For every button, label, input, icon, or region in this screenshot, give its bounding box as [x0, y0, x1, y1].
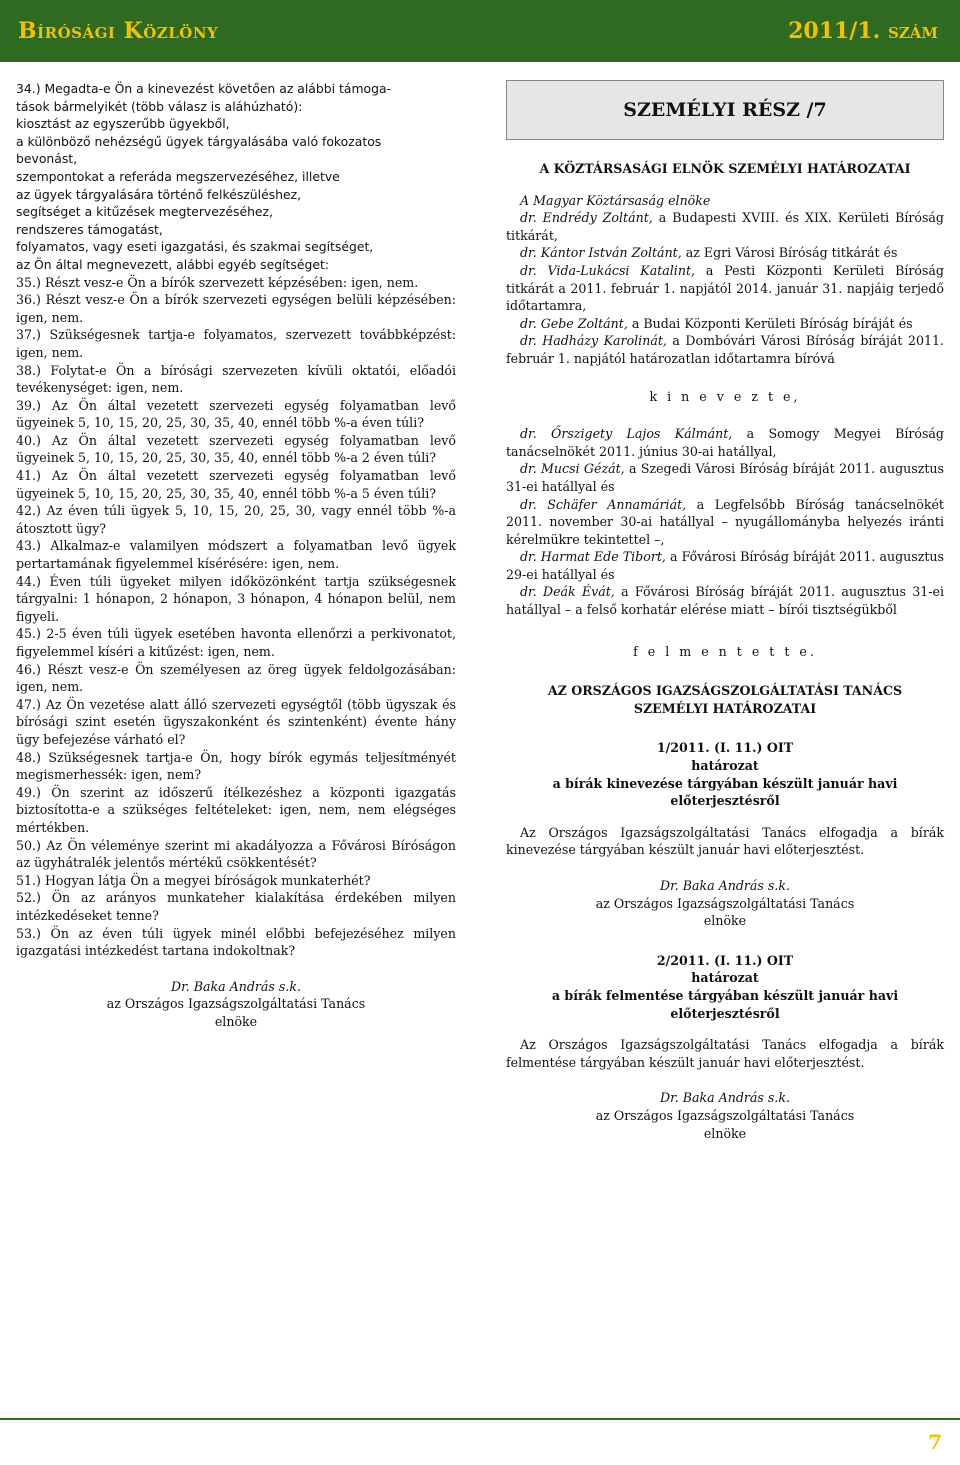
- decision-signature: [506, 877, 944, 930]
- verb-felmentette: f e l m e n t e t t e.: [633, 643, 817, 659]
- entry-text: a Pesti Központi Kerületi Bíróság titkárát a 2011. február 1. napjától 2014. január 31. napjáig terjedő időtartamra,: [506, 262, 944, 314]
- signature-title: az Országos Igazságszolgáltatási Tanács: [106, 996, 366, 1012]
- question: 42.) Az éven túli ügyek 5, 10, 15, 20, 25, 30, vagy ennél több %-a átosztott ügy?: [16, 503, 456, 536]
- signature-role: elnöke: [703, 913, 747, 929]
- entry-text: a Dombóvári Városi Bíróság bíráját 2011. február 1. napjától határozatlan időtartamra bíróvá: [506, 333, 944, 366]
- verb-kinevezte: k i n e v e z t e,: [649, 388, 801, 404]
- q34-line: 34.) Megadta-e Ön a kinevezést követően az alábbi támoga-: [16, 81, 392, 96]
- entry-text: a Fővárosi Bíróság bíráját 2011. augusztus 31-ei hatállyal – a felső korhatár elérése miatt – bírói tisztségükből: [506, 584, 945, 618]
- decision-signature: [506, 1089, 944, 1142]
- signature-name: Dr. Baka András s.k.: [659, 1090, 790, 1106]
- q34-line: folyamatos, vagy eseti igazgatási, és szakmai segítséget,: [16, 239, 374, 255]
- decision-body: Az Országos Igazságszolgáltatási Tanács elfogadja a bírák kinevezése tárgyában készült január havi előterjesztést.: [506, 824, 944, 858]
- question: 48.) Szükségesnek tartja-e Ön, hogy bírók egymás teljesítményét megismerhessék: igen, nem?: [16, 749, 456, 783]
- q34-line: kiosztást az egyszerűbb ügyekből,: [16, 116, 230, 132]
- dismissal-entry: [506, 496, 944, 549]
- section2-heading: [506, 682, 944, 717]
- decision-2: [506, 952, 944, 1142]
- entry-text: a Budai Központi Kerületi Bíróság bíráját és: [627, 315, 913, 331]
- person-name: dr. Vida-Lukácsi Katalint,: [520, 262, 696, 278]
- entry-text: a Budapesti XVIII. és XIX. Kerületi Bíróság titkárát,: [506, 210, 944, 243]
- dismissal-entry: [506, 548, 944, 583]
- decision-kind: határozat: [691, 970, 759, 986]
- journal-title: Bírósági Közlöny: [18, 18, 219, 44]
- entry-text: az Egri Városi Bíróság titkárát és: [681, 245, 898, 261]
- question: 41.) Az Ön által vezetett szervezeti egység folyamatban levő ügyeinek 5, 10, 15, 20, 25, 30, 35, 40, ennél több %-a 5 éven túli?: [16, 468, 456, 501]
- page-header: [0, 0, 960, 62]
- q34-line: az ügyek tárgyalására történő felkészüléshez,: [16, 186, 302, 202]
- issue-number: 2011/1. szám: [788, 18, 938, 44]
- person-name: dr. Gebe Zoltánt,: [520, 315, 628, 331]
- q34-line: rendszeres támogatást,: [16, 221, 163, 237]
- question: 43.) Alkalmaz-e valamilyen módszert a folyamatban levő ügyek pertartamának figyelemmel kísérésére: igen, nem.: [16, 538, 456, 572]
- signature-block: [16, 978, 456, 1031]
- person-name: dr. Endrédy Zoltánt,: [520, 210, 653, 226]
- entry-text: a Fővárosi Bíróság bíráját 2011. augusztus 29-ei hatállyal és: [506, 549, 944, 582]
- dismissal-entry: [506, 425, 944, 460]
- appointment-entry: [506, 209, 944, 244]
- signature-name: Dr. Baka András s.k.: [659, 878, 790, 893]
- appointment-entry: [506, 315, 944, 333]
- decision-number: 2/2011. (I. 11.) OIT: [656, 952, 794, 968]
- right-column: [506, 80, 944, 1142]
- question: 53.) Ön az éven túli ügyek minél előbbi befejezéséhez milyen igazgatási intézkedést tartana indokoltnak?: [16, 925, 456, 959]
- q34-line: tások bármelyikét (több válasz is aláhúzható):: [16, 98, 303, 114]
- question: 51.) Hogyan látja Ön a megyei bíróságok munkaterhét?: [16, 872, 371, 888]
- q34-line: bevonást,: [16, 151, 78, 167]
- question: 50.) Az Ön véleménye szerint mi akadályozza a Fővárosi Bíróságon az ügyhátralék jelentős mértékű csökkentését?: [16, 837, 456, 871]
- q34-line: szempontokat a referáda megszervezéséhez, illetve: [16, 168, 340, 184]
- appointment-entry: [506, 244, 944, 262]
- person-name: dr. Harmat Ede Tibort,: [520, 549, 666, 565]
- q34-line: a különböző nehézségű ügyek tárgyalásába való fokozatos: [16, 133, 382, 149]
- section2-heading-line: AZ ORSZÁGOS IGAZSÁGSZOLGÁLTATÁSI TANÁCS: [547, 683, 903, 699]
- question: 39.) Az Ön által vezetett szervezeti egység folyamatban levő ügyeinek 5, 10, 15, 20, 25, 30, 35, 40, ennél több %-a éven túli?: [16, 397, 456, 431]
- question: 40.) Az Ön által vezetett szervezeti egység folyamatban levő ügyeinek 5, 10, 15, 20, 25, 30, 35, 40, ennél több %-a 2 éven túli?: [16, 432, 456, 466]
- footer-rule: [0, 1418, 960, 1420]
- entry-text: a Legfelsőbb Bíróság tanácselnökét 2011. november 30-ai hatállyal – nyugállományba helyezés iránti kérelmükre tekintettel –,: [506, 496, 944, 547]
- question: 45.) 2-5 éven túli ügyek esetében havonta ellenőrzi a perkivonatot, figyelemmel kíséri a kitűzést: igen, nem.: [16, 626, 456, 659]
- question: 49.) Ön szerint az időszerű ítélkezéshez a központi igazgatás biztosította-e a szükséges feltételeket: igen, nem, nem elégséges mértékben.: [16, 784, 456, 835]
- decision-kind: határozat: [691, 758, 759, 774]
- question-34: [16, 80, 456, 274]
- page-number: 7: [928, 1430, 942, 1454]
- question: 36.) Részt vesz-e Ön a bírók szervezeti egységen belüli képzésében: igen, nem.: [16, 292, 456, 325]
- question: 38.) Folytat-e Ön a bírósági szervezeten kívüli oktatói, előadói tevékenységet: igen, nem.: [16, 362, 456, 396]
- decision-number: 1/2011. (I. 11.) OIT: [656, 740, 794, 756]
- person-name: dr. Kántor István Zoltánt,: [520, 245, 682, 261]
- decision-body: Az Országos Igazságszolgáltatási Tanács elfogadja a bírák felmentése tárgyában készült január havi előterjesztést.: [506, 1037, 944, 1070]
- appointment-entry: [506, 332, 944, 367]
- question: 46.) Részt vesz-e Ön személyesen az öreg ügyek feldolgozásában: igen, nem.: [16, 661, 456, 695]
- section-heading: A KÖZTÁRSASÁGI ELNÖK SZEMÉLYI HATÁROZATAI: [539, 161, 911, 176]
- decision-subject: a bírák felmentése tárgyában készült január havi előterjesztésről: [551, 987, 899, 1021]
- section-banner: SZEMÉLYI RÉSZ /7: [506, 80, 944, 140]
- person-name: dr. Őrszigety Lajos Kálmánt,: [520, 426, 733, 442]
- question: 47.) Az Ön vezetése alatt álló szervezeti egységtől (több ügyszak és bírósági szint esetén ügyszakonként és szintenként) évente hány ügy befejezése várható el?: [16, 696, 456, 747]
- signature-name: Dr. Baka András s.k.: [170, 978, 301, 994]
- signature-title: az Országos Igazságszolgáltatási Tanács: [595, 1107, 855, 1123]
- entry-text: a Somogy Megyei Bíróság tanácselnökét 2011. június 30-ai hatállyal,: [506, 426, 944, 459]
- question: 35.) Részt vesz-e Ön a bírók szervezett képzésében: igen, nem.: [16, 274, 419, 290]
- dismissal-entry: [506, 460, 944, 495]
- signature-role: elnöke: [703, 1125, 747, 1141]
- q34-line: segítséget a kitűzések megtervezéséhez,: [16, 204, 274, 220]
- question: 52.) Ön az arányos munkateher kialakítása érdekében milyen intézkedéseket tenne?: [16, 890, 456, 923]
- decision-subject: a bírák kinevezése tárgyában készült január havi előterjesztésről: [552, 775, 898, 809]
- signature-title: az Országos Igazságszolgáltatási Tanács: [595, 895, 855, 911]
- appointment-entry: [506, 262, 944, 315]
- person-name: dr. Hadházy Karolinát,: [520, 333, 667, 349]
- decision-1: [506, 739, 944, 929]
- left-column: [16, 80, 456, 1030]
- question: 37.) Szükségesnek tartja-e folyamatos, szervezett továbbképzést: igen, nem.: [16, 327, 456, 360]
- person-name: dr. Schäfer Annamáriát,: [520, 496, 687, 512]
- entry-text: a Szegedi Városi Bíróság bíráját 2011. augusztus 31-ei hatállyal és: [506, 461, 944, 494]
- person-name: dr. Deák Évát,: [520, 584, 615, 600]
- question: 44.) Éven túli ügyeket milyen időközönként tartja szükségesnek tárgyalni: 1 hónapon, 2 hónapon, 3 hónapon, 4 hónapon belül, nem figyeli.: [16, 573, 456, 624]
- person-name: dr. Mucsi Gézát,: [520, 461, 625, 477]
- signature-role: elnöke: [214, 1013, 258, 1029]
- lead-text: A Magyar Köztársaság elnöke: [520, 192, 711, 208]
- q34-line: az Ön által megnevezett, alábbi egyéb segítséget:: [16, 256, 329, 272]
- section2-heading-line: SZEMÉLYI HATÁROZATAI: [633, 700, 817, 716]
- dismissal-entry: [506, 583, 944, 618]
